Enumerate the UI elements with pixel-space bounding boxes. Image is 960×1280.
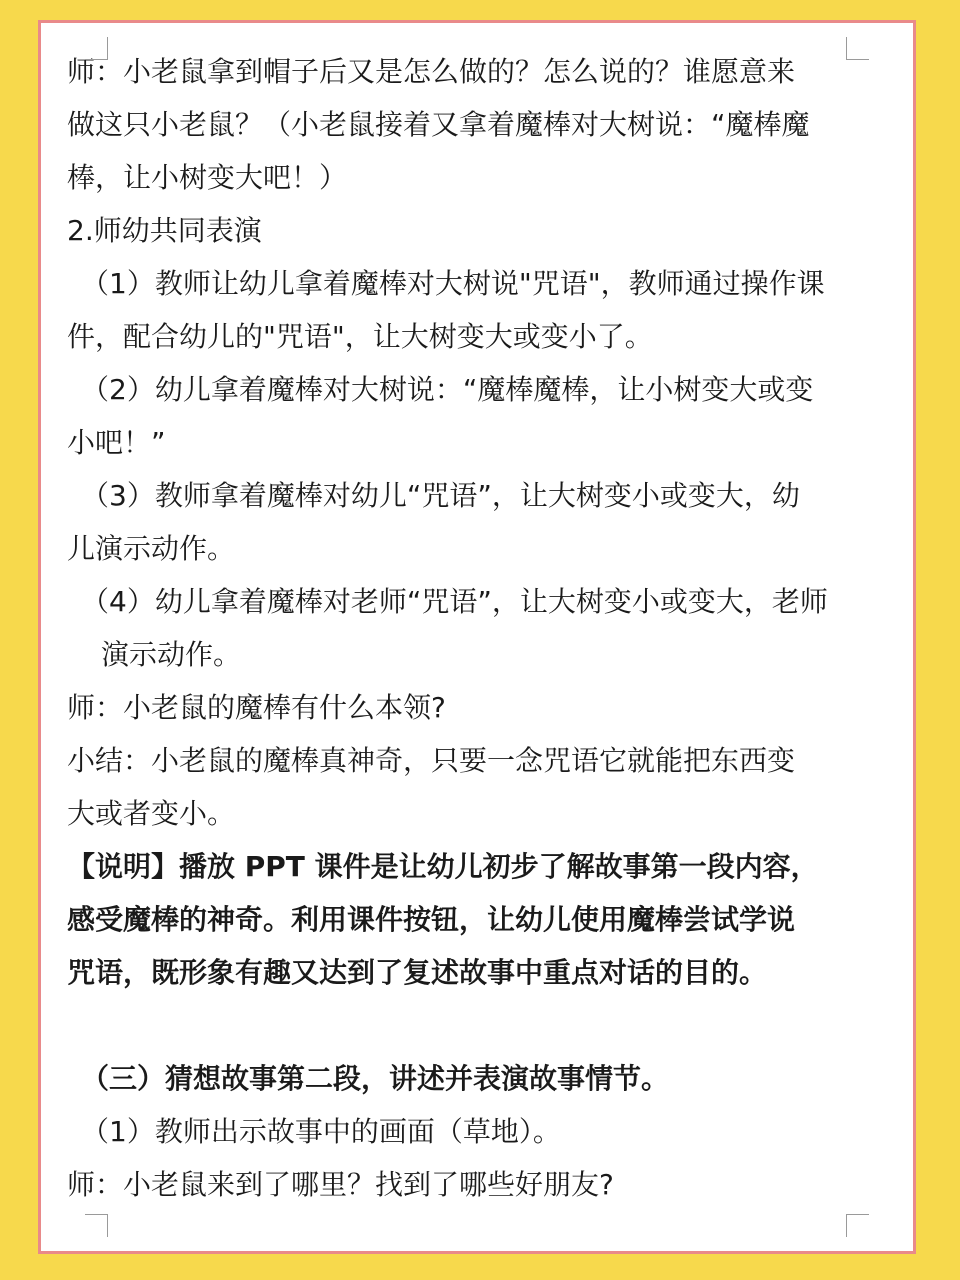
crop-mark [846,1214,869,1237]
text-line: 师：小老鼠来到了哪里？找到了哪些好朋友? [67,1168,614,1201]
text-line: （4）幼儿拿着魔棒对老师“咒语”，让大树变小或变大，老师 [81,585,828,618]
text-line: （3）教师拿着魔棒对幼儿“咒语”，让大树变小或变大，幼 [81,479,800,512]
text-line: 件，配合幼儿的"咒语"，让大树变大或变小了。 [67,320,653,353]
text-line: 小吧！” [67,426,166,459]
crop-mark [85,1214,108,1237]
text-line: （1）教师让幼儿拿着魔棒对大树说"咒语"，教师通过操作课 [81,267,825,300]
text-line: 演示动作。 [101,638,242,671]
text-line: （1）教师出示故事中的画面（草地）。 [81,1115,561,1148]
document-page [38,20,916,1254]
blank-line [67,999,897,1052]
note-line: 咒语，既形象有趣又达到了复述故事中重点对话的目的。 [67,956,768,989]
section-heading: （三）猜想故事第二段，讲述并表演故事情节。 [81,1062,670,1095]
crop-mark [846,37,869,60]
note-line: 【说明】播放 PPT 课件是让幼儿初步了解故事第一段内容， [67,850,819,883]
text-line: 师：小老鼠拿到帽子后又是怎么做的？怎么说的？谁愿意来 [67,55,796,88]
text-line: 儿演示动作。 [67,532,236,565]
text-line: 小结：小老鼠的魔棒真神奇，只要一念咒语它就能把东西变 [67,744,796,777]
note-line: 感受魔棒的神奇。利用课件按钮，让幼儿使用魔棒尝试学说 [67,903,796,936]
section-heading: 2.师幼共同表演 [67,214,262,247]
text-line: （2）幼儿拿着魔棒对大树说：“魔棒魔棒，让小树变大或变 [81,373,814,406]
text-line: 棒，让小树变大吧！） [67,161,348,194]
crop-mark [85,37,108,60]
document-body [67,45,897,1211]
text-line: 做这只小老鼠？（小老鼠接着又拿着魔棒对大树说：“魔棒魔 [67,108,810,141]
text-line: 师：小老鼠的魔棒有什么本领? [67,691,446,724]
text-line: 大或者变小。 [67,797,236,830]
